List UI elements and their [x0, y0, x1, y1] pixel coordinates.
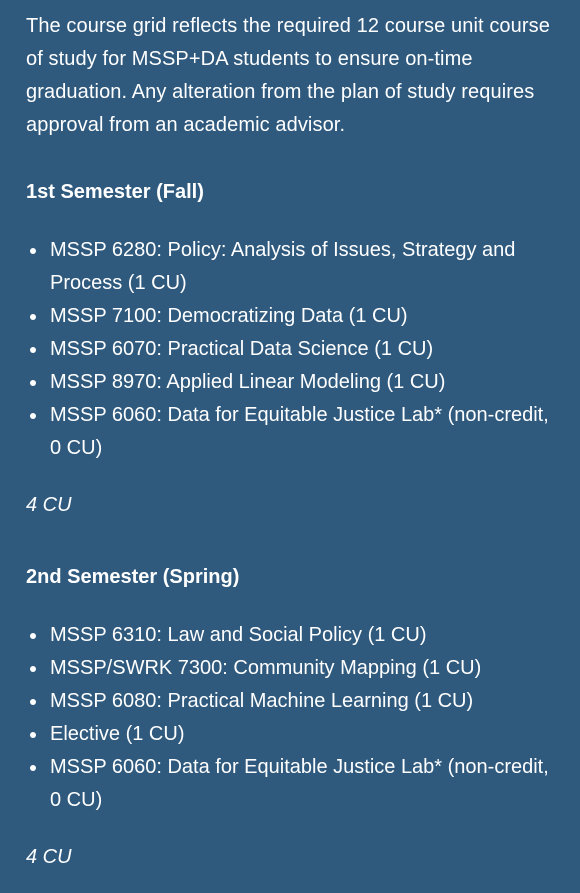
semester-heading: 1st Semester (Fall) [26, 181, 204, 203]
semester-credit-total: 4 CU [26, 494, 72, 516]
list-item: Elective (1 CU) [26, 718, 554, 751]
course-list [26, 234, 554, 465]
semester-spring [26, 563, 554, 871]
list-item: MSSP/SWRK 7300: Community Mapping (1 CU) [26, 652, 554, 685]
list-item: MSSP 7100: Democratizing Data (1 CU) [26, 300, 554, 333]
intro-text: The course grid reflects the required 12 course unit course of study for MSSP+DA students to ensure on-time graduation. Any alteration from the plan of study requires approval from an academic advisor. [26, 15, 550, 136]
semester-credit-total: 4 CU [26, 846, 72, 868]
list-item: MSSP 8970: Applied Linear Modeling (1 CU) [26, 366, 554, 399]
list-item: MSSP 6070: Practical Data Science (1 CU) [26, 333, 554, 366]
list-item: MSSP 6280: Policy: Analysis of Issues, Strategy and Process (1 CU) [26, 234, 554, 300]
list-item: MSSP 6310: Law and Social Policy (1 CU) [26, 619, 554, 652]
semester-heading: 2nd Semester (Spring) [26, 566, 240, 588]
list-item: MSSP 6060: Data for Equitable Justice Lab* (non-credit, 0 CU) [26, 751, 554, 817]
list-item: MSSP 6080: Practical Machine Learning (1 CU) [26, 685, 554, 718]
semester-fall [26, 178, 554, 519]
course-list [26, 619, 554, 817]
list-item: MSSP 6060: Data for Equitable Justice Lab* (non-credit, 0 CU) [26, 399, 554, 465]
